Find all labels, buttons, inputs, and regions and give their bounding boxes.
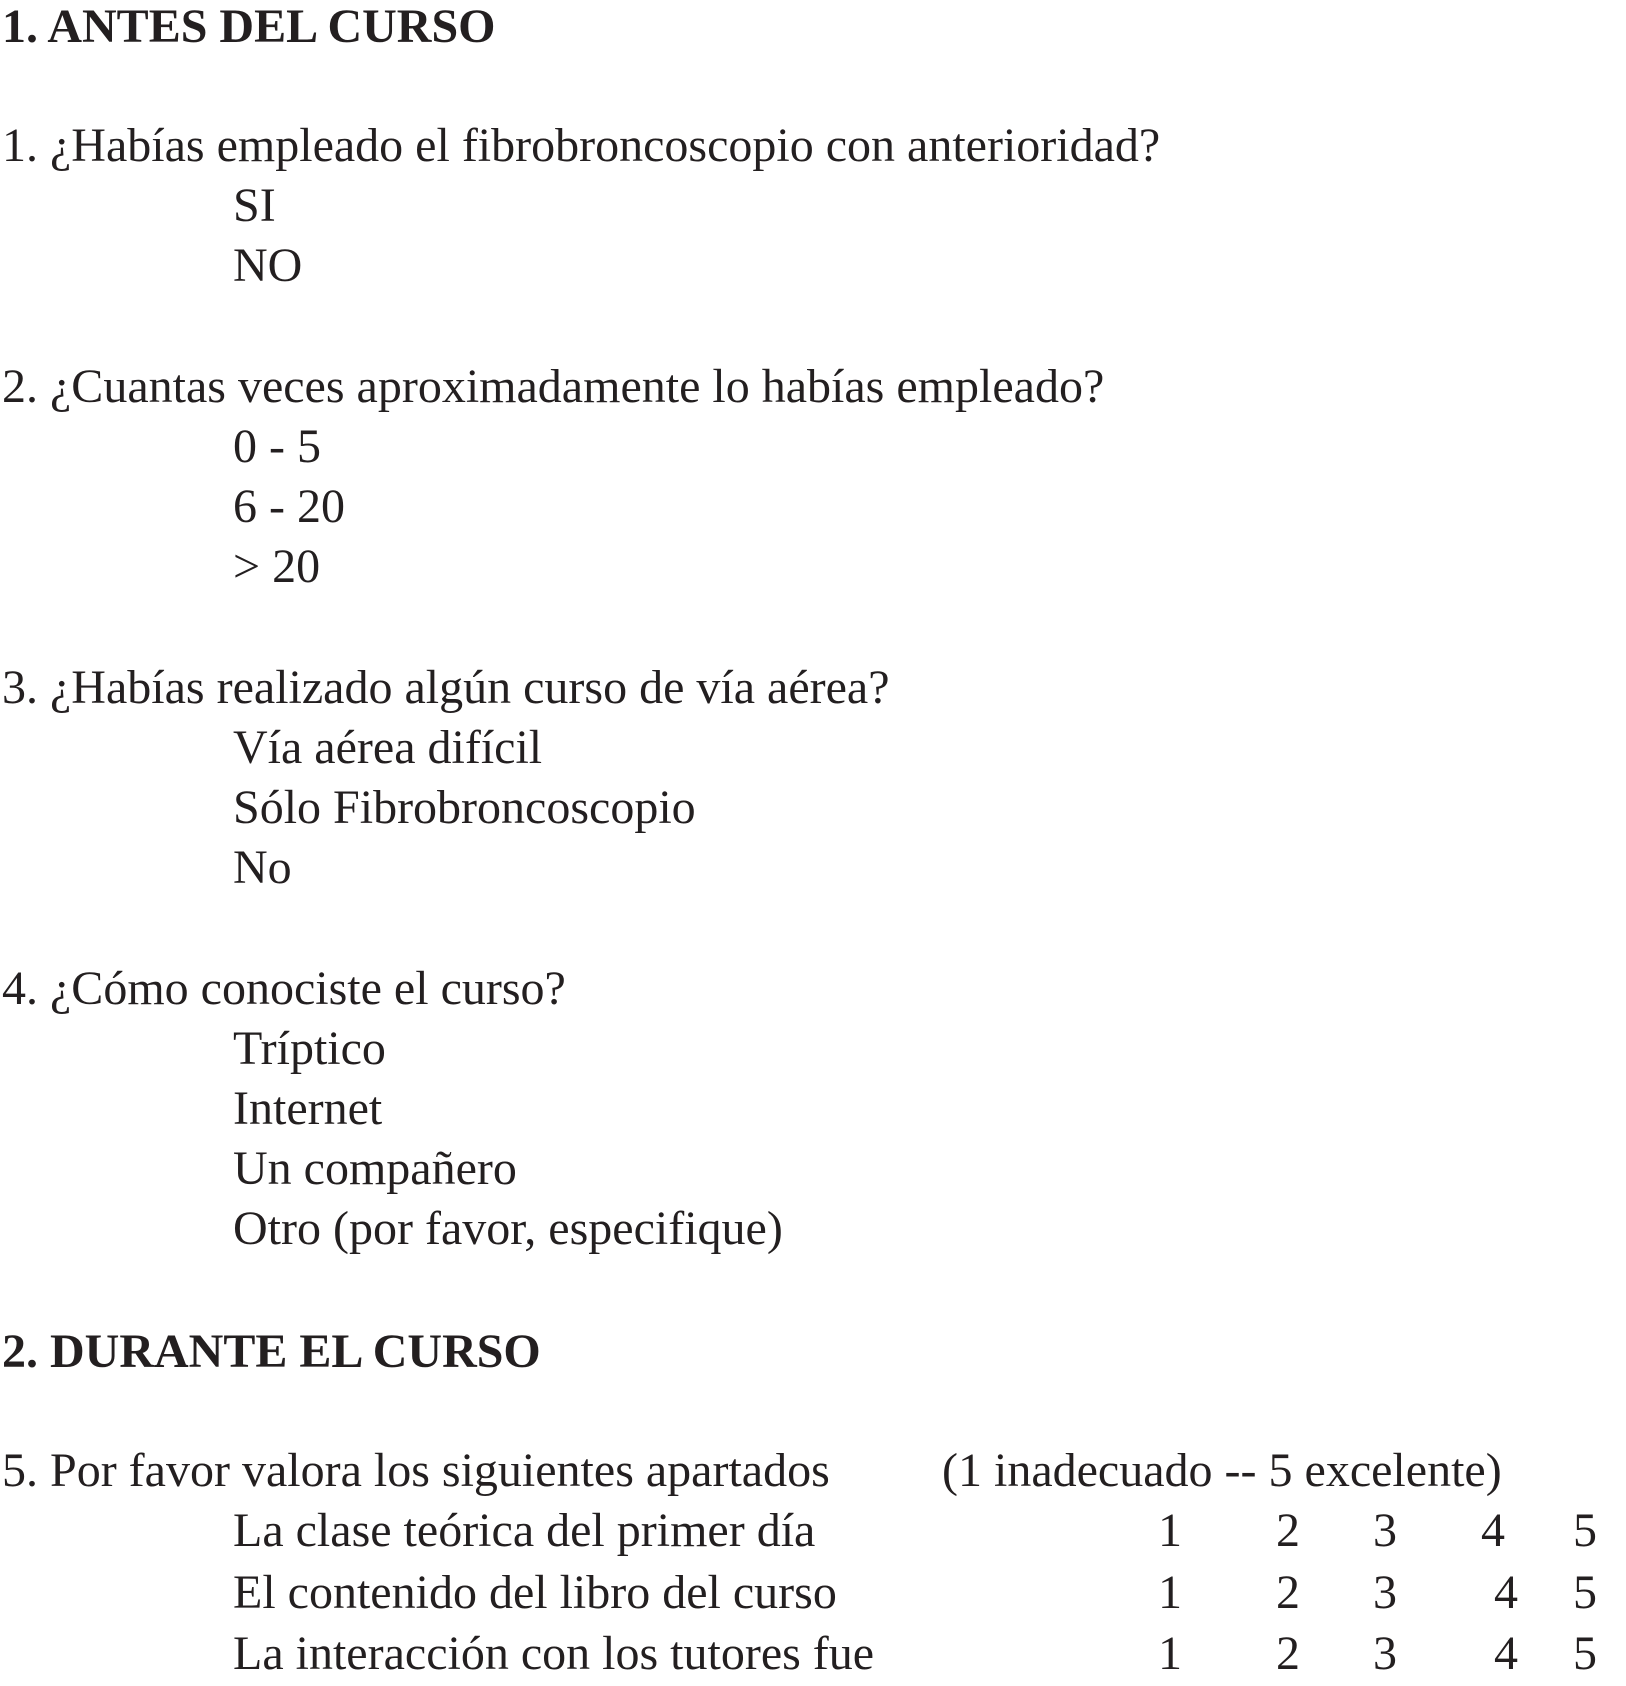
question-4-text: 4. ¿Cómo conociste el curso?	[2, 962, 566, 1015]
rating-option-3: 3	[1373, 1627, 1397, 1680]
section-heading-before: 1. ANTES DEL CURSO	[2, 0, 496, 53]
question-3-option-2: Sólo Fibrobroncoscopio	[233, 781, 696, 834]
question-3-option-3: No	[233, 841, 292, 894]
question-1-option-no: NO	[233, 239, 303, 292]
question-5-scale-note: (1 inadecuado -- 5 excelente)	[942, 1444, 1502, 1497]
question-4-option-2: Internet	[233, 1082, 383, 1135]
rating-option-2: 2	[1276, 1504, 1300, 1557]
question-1-option-si: SI	[233, 179, 276, 232]
rating-option-1: 1	[1158, 1566, 1182, 1619]
question-2-option-2: 6 - 20	[233, 480, 345, 533]
rating-option-4: 4	[1481, 1504, 1505, 1557]
question-2-option-3: > 20	[233, 540, 321, 593]
question-1-text: 1. ¿Habías empleado el fibrobroncoscopio con anterioridad?	[2, 119, 1161, 172]
rating-option-2: 2	[1276, 1566, 1300, 1619]
rating-option-1: 1	[1158, 1627, 1182, 1680]
question-3-text: 3. ¿Habías realizado algún curso de vía aérea?	[2, 661, 890, 714]
rating-item-label: El contenido del libro del curso	[233, 1566, 837, 1619]
question-4-option-3: Un compañero	[233, 1142, 517, 1195]
rating-option-5: 5	[1573, 1627, 1597, 1680]
question-4-option-1: Tríptico	[233, 1022, 386, 1075]
question-3-option-1: Vía aérea difícil	[233, 721, 543, 774]
rating-item-label: La clase teórica del primer día	[233, 1504, 816, 1557]
rating-option-2: 2	[1276, 1627, 1300, 1680]
question-4-option-4: Otro (por favor, especifique)	[233, 1202, 783, 1255]
rating-option-3: 3	[1373, 1566, 1397, 1619]
question-5-text: 5. Por favor valora los siguientes apartados	[2, 1444, 830, 1497]
rating-option-4: 4	[1494, 1627, 1518, 1680]
rating-item-label: La interacción con los tutores fue	[233, 1627, 875, 1680]
rating-option-5: 5	[1573, 1504, 1597, 1557]
rating-option-3: 3	[1373, 1504, 1397, 1557]
rating-option-4: 4	[1494, 1566, 1518, 1619]
rating-option-5: 5	[1573, 1566, 1597, 1619]
question-2-option-1: 0 - 5	[233, 420, 321, 473]
section-heading-during: 2. DURANTE EL CURSO	[2, 1325, 541, 1378]
rating-option-1: 1	[1158, 1504, 1182, 1557]
question-2-text: 2. ¿Cuantas veces aproximadamente lo habías empleado?	[2, 360, 1105, 413]
